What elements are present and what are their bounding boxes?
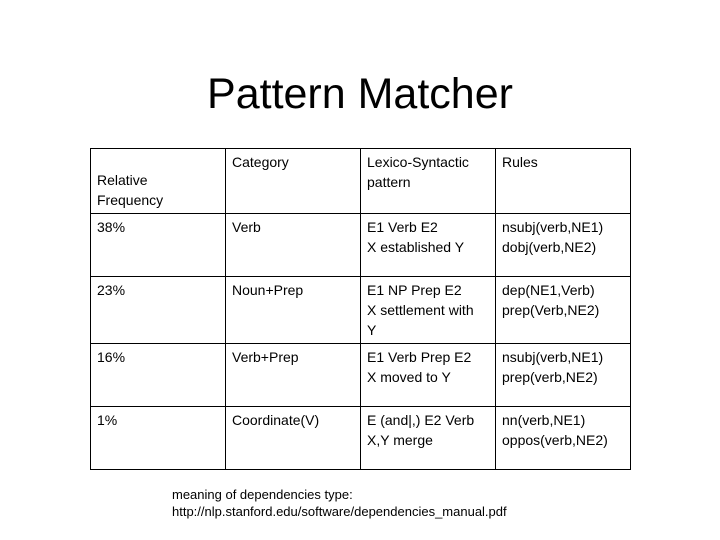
pattern-line: E1 Verb Prep E2 xyxy=(367,349,472,365)
pattern-cell xyxy=(361,407,496,470)
pattern-line: X,Y merge xyxy=(367,432,433,448)
footnote xyxy=(172,486,507,520)
frequency-value: 1% xyxy=(97,412,118,428)
table-row xyxy=(91,214,631,277)
rule-line: oppos(verb,NE2) xyxy=(502,432,608,448)
frequency-cell xyxy=(91,277,226,344)
header-frequency-line: Frequency xyxy=(97,192,164,208)
category-cell xyxy=(226,214,361,277)
pattern-line: E (and|,) E2 Verb xyxy=(367,412,475,428)
rule-line: dobj(verb,NE2) xyxy=(502,239,597,255)
table-row xyxy=(91,344,631,407)
pattern-table xyxy=(90,148,631,470)
category-cell xyxy=(226,344,361,407)
pattern-cell xyxy=(361,344,496,407)
pattern-line: X settlement with xyxy=(367,302,474,318)
table-header-row xyxy=(91,149,631,214)
rule-line: prep(verb,NE2) xyxy=(502,369,598,385)
header-relative-frequency xyxy=(91,149,226,214)
slide-title: Pattern Matcher xyxy=(207,70,513,118)
table-row xyxy=(91,277,631,344)
pattern-cell xyxy=(361,277,496,344)
rule-line: nsubj(verb,NE1) xyxy=(502,219,604,235)
header-frequency-line: Relative xyxy=(97,172,148,188)
header-category-label: Category xyxy=(232,154,289,170)
rules-cell xyxy=(496,344,631,407)
frequency-value: 38% xyxy=(97,219,126,235)
footnote-url: http://nlp.stanford.edu/software/dependencies_manual.pdf xyxy=(172,504,507,519)
header-rules xyxy=(496,149,631,214)
pattern-line: E1 Verb E2 xyxy=(367,219,438,235)
pattern-line: X established Y xyxy=(367,239,465,255)
category-value: Noun+Prep xyxy=(232,282,304,298)
rules-cell xyxy=(496,277,631,344)
category-cell xyxy=(226,407,361,470)
footnote-label: meaning of dependencies type: xyxy=(172,487,353,502)
pattern-line: X moved to Y xyxy=(367,369,451,385)
rule-line: nn(verb,NE1) xyxy=(502,412,586,428)
rules-cell xyxy=(496,214,631,277)
category-cell xyxy=(226,277,361,344)
rules-cell xyxy=(496,407,631,470)
header-rules-label: Rules xyxy=(502,154,538,170)
rule-line: dep(NE1,Verb) xyxy=(502,282,595,298)
frequency-value: 16% xyxy=(97,349,126,365)
rule-line: prep(Verb,NE2) xyxy=(502,302,600,318)
table-row xyxy=(91,407,631,470)
rule-line: nsubj(verb,NE1) xyxy=(502,349,604,365)
frequency-cell xyxy=(91,214,226,277)
frequency-cell xyxy=(91,344,226,407)
header-pattern-line: pattern xyxy=(367,174,411,190)
pattern-cell xyxy=(361,214,496,277)
header-pattern-line: Lexico-Syntactic xyxy=(367,154,469,170)
pattern-line: E1 NP Prep E2 xyxy=(367,282,462,298)
header-category xyxy=(226,149,361,214)
category-value: Verb xyxy=(232,219,261,235)
frequency-cell xyxy=(91,407,226,470)
frequency-value: 23% xyxy=(97,282,126,298)
header-lexico-syntactic-pattern xyxy=(361,149,496,214)
category-value: Verb+Prep xyxy=(232,349,299,365)
category-value: Coordinate(V) xyxy=(232,412,320,428)
pattern-line: Y xyxy=(367,322,377,338)
